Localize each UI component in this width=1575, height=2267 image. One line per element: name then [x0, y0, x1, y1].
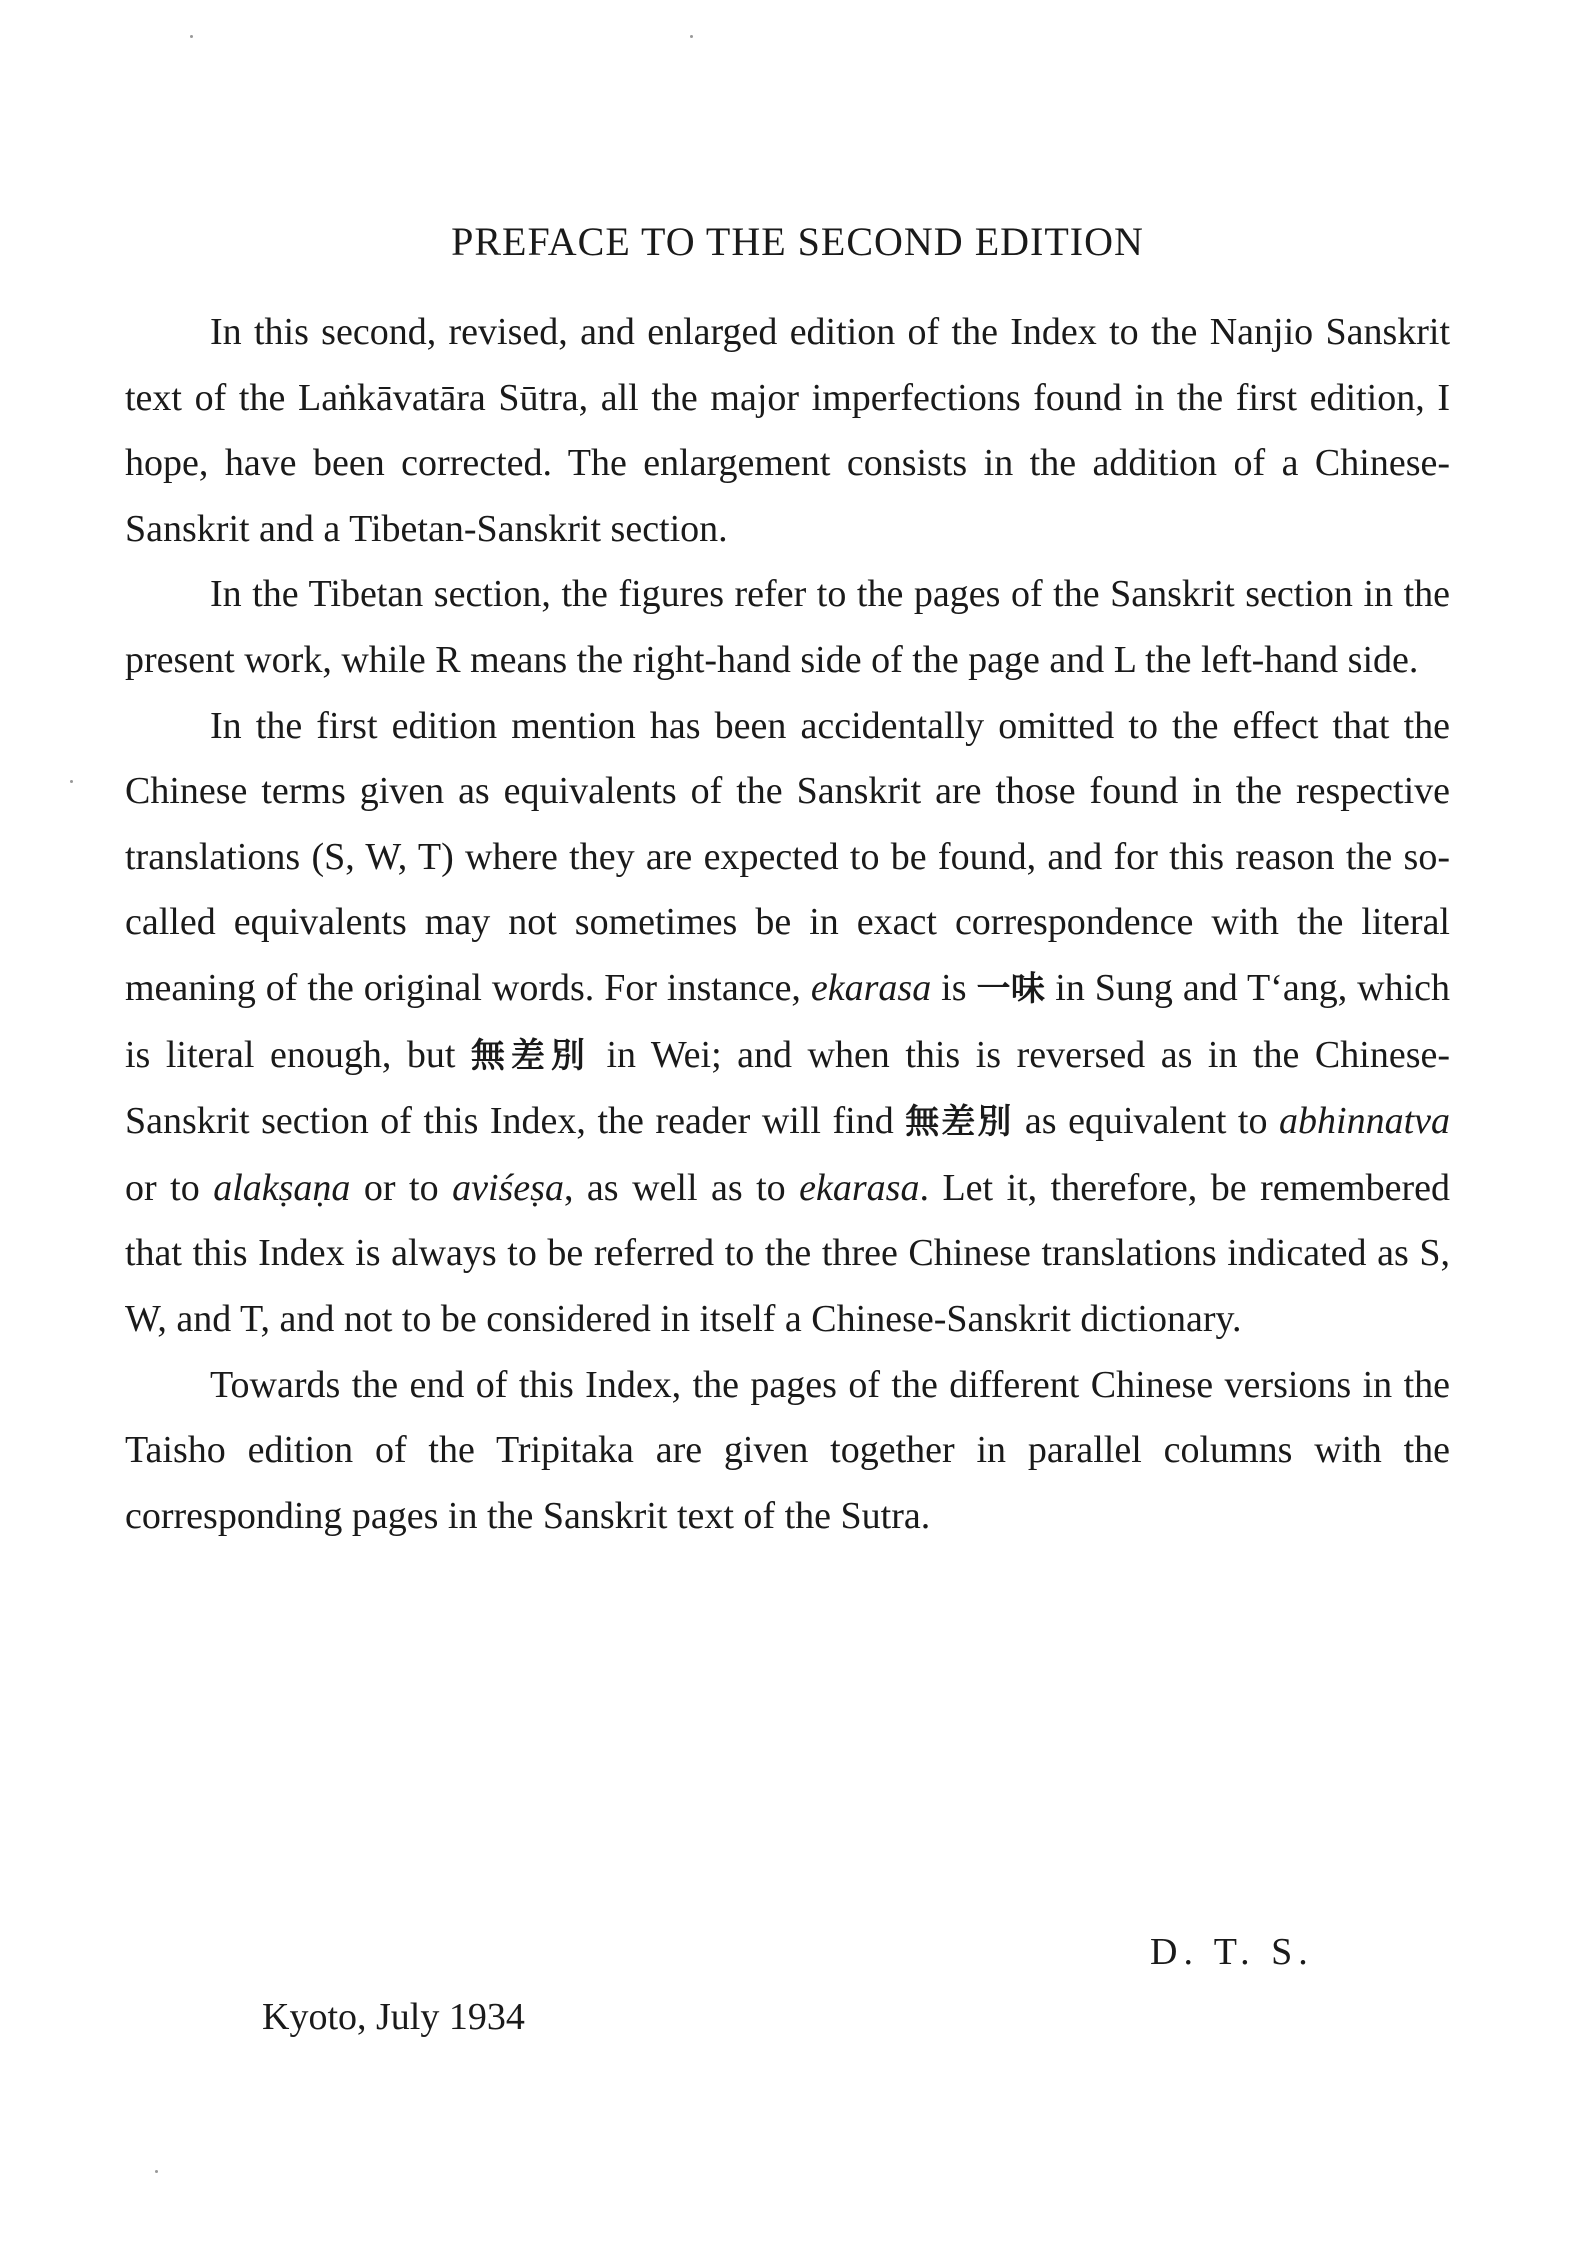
paragraph-3-text-a: In the first edition mention has been accidentally omitted to the effect that the Chinese terms given as equivalents of the Sanskrit are those found in the respective translations (S, W, T) where they are expected to be found, and for this reason the so-called equivalents may not sometimes be in exact correspondence with the literal meaning of the original words. For instance,	[125, 704, 1450, 1009]
paragraph-3-text-i: . Let it, therefore, be remembered that this Index is always to be referred to the three Chinese translations indicated as S, W, and T, and not to be considered in itself a Chinese-Sanskrit dictionary.	[125, 1166, 1451, 1340]
paragraph-3-text-e: as equivalent to	[1013, 1100, 1280, 1143]
paragraph-3-text-h: , as well as to	[563, 1166, 800, 1209]
paragraph-3-text-b: is	[931, 966, 977, 1009]
paragraph-3	[125, 694, 1450, 1353]
paragraph-3-text-d: in Wei; and when this is reversed as in the Chinese-Sanskrit section of this Index, the reader will find	[125, 1033, 1451, 1143]
term-ekarasa-2: ekarasa	[799, 1166, 920, 1209]
term-abhinnatva: abhinnatva	[1279, 1100, 1451, 1143]
scan-speck	[70, 780, 73, 783]
dateline: Kyoto, July 1934	[262, 1996, 525, 2038]
scan-speck	[190, 35, 193, 38]
paragraph-3-text-g: or to	[350, 1166, 453, 1209]
scan-speck	[155, 2170, 158, 2173]
page-title: PREFACE TO THE SECOND EDITION	[451, 219, 1144, 264]
author-initials: D. T. S.	[1150, 1931, 1314, 1973]
term-alaksana: alakṣaṇa	[213, 1166, 351, 1209]
paragraph-2: In the Tibetan section, the figures refer to the pages of the Sanskrit section in the present work, while R means the right-hand side of the page and L the left-hand side.	[125, 573, 1450, 681]
paragraph-3-text-f: or to	[125, 1166, 214, 1209]
term-ekarasa: ekarasa	[810, 966, 932, 1009]
paragraph-1: In this second, revised, and enlarged edition of the Index to the Nanjio Sanskrit text of the Laṅkāvatāra Sūtra, all the major imperfections found in the first edition, I hope, have been corrected. The enlargement consists in the addition of a Chinese-Sanskrit and a Tibetan-Sanskrit section.	[125, 311, 1450, 550]
chinese-term-wuchabie: 無差別	[470, 1035, 591, 1076]
preface-body	[125, 300, 1450, 1549]
scan-speck	[690, 35, 693, 38]
paragraph-3-text-c: in Sung and T‘ang, which is literal enough, but	[125, 966, 1450, 1076]
paragraph-4: Towards the end of this Index, the pages of the different Chinese versions in the Taisho edition of the Tripitaka are given together in parallel columns with the corresponding pages in the Sanskrit text of the Sutra.	[125, 1363, 1450, 1537]
chinese-term-wuchabie-2: 無差別	[905, 1102, 1014, 1143]
chinese-term-yiwei: 一味	[976, 968, 1046, 1009]
term-avisesa: aviśeṣa	[452, 1166, 564, 1209]
